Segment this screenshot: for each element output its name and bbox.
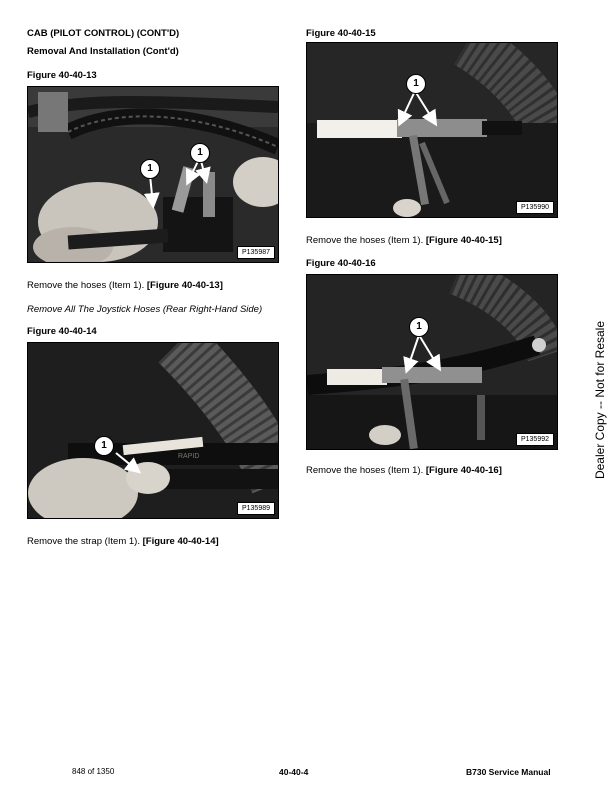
figure-15-photo <box>306 42 558 218</box>
callout-1: 1 <box>94 436 114 456</box>
dealer-copy-watermark: Dealer Copy -- Not for Resale <box>593 320 607 480</box>
figure-15-title: Figure 40-40-15 <box>306 28 376 39</box>
photo-code: P135989 <box>237 502 275 515</box>
figure-13-photo <box>27 86 279 263</box>
photo-code: P135990 <box>516 201 554 214</box>
section-title: CAB (PILOT CONTROL) (CONT'D) <box>27 28 180 39</box>
instruction-13-text: Remove the hoses (Item 1). <box>27 280 147 291</box>
figure-13-title: Figure 40-40-13 <box>27 70 97 81</box>
instruction-15-ref: [Figure 40-40-15] <box>425 235 502 246</box>
figure-14-photo <box>27 342 279 519</box>
subsection-title: Removal And Installation (Cont'd) <box>27 46 179 57</box>
instruction-15 <box>306 235 502 247</box>
instruction-16 <box>306 465 502 477</box>
instruction-13-ref: [Figure 40-40-13] <box>146 280 223 291</box>
instruction-14 <box>27 536 219 548</box>
note-joystick-hoses: Remove All The Joystick Hoses (Rear Right-Hand Side) <box>27 304 263 315</box>
photo-code: P135987 <box>237 246 275 259</box>
instruction-15-text: Remove the hoses (Item 1). <box>306 235 426 246</box>
callout-1: 1 <box>406 74 426 94</box>
callout-1: 1 <box>409 317 429 337</box>
page-number: 40-40-4 <box>279 767 309 777</box>
manual-title: B730 Service Manual <box>466 767 551 777</box>
instruction-16-text: Remove the hoses (Item 1). <box>306 465 426 476</box>
instruction-14-text: Remove the strap (Item 1). <box>27 536 143 547</box>
callout-1: 1 <box>190 143 210 163</box>
instruction-13 <box>27 280 223 292</box>
callout-1b: 1 <box>140 159 160 179</box>
instruction-14-ref: [Figure 40-40-14] <box>142 536 219 547</box>
page-count: 848 of 1350 <box>72 767 115 776</box>
svg-text:RAPID: RAPID <box>178 453 200 460</box>
figure-14-title: Figure 40-40-14 <box>27 326 97 337</box>
figure-16-title: Figure 40-40-16 <box>306 258 376 269</box>
figure-16-photo <box>306 274 558 450</box>
instruction-16-ref: [Figure 40-40-16] <box>425 465 502 476</box>
photo-code: P135992 <box>516 433 554 446</box>
